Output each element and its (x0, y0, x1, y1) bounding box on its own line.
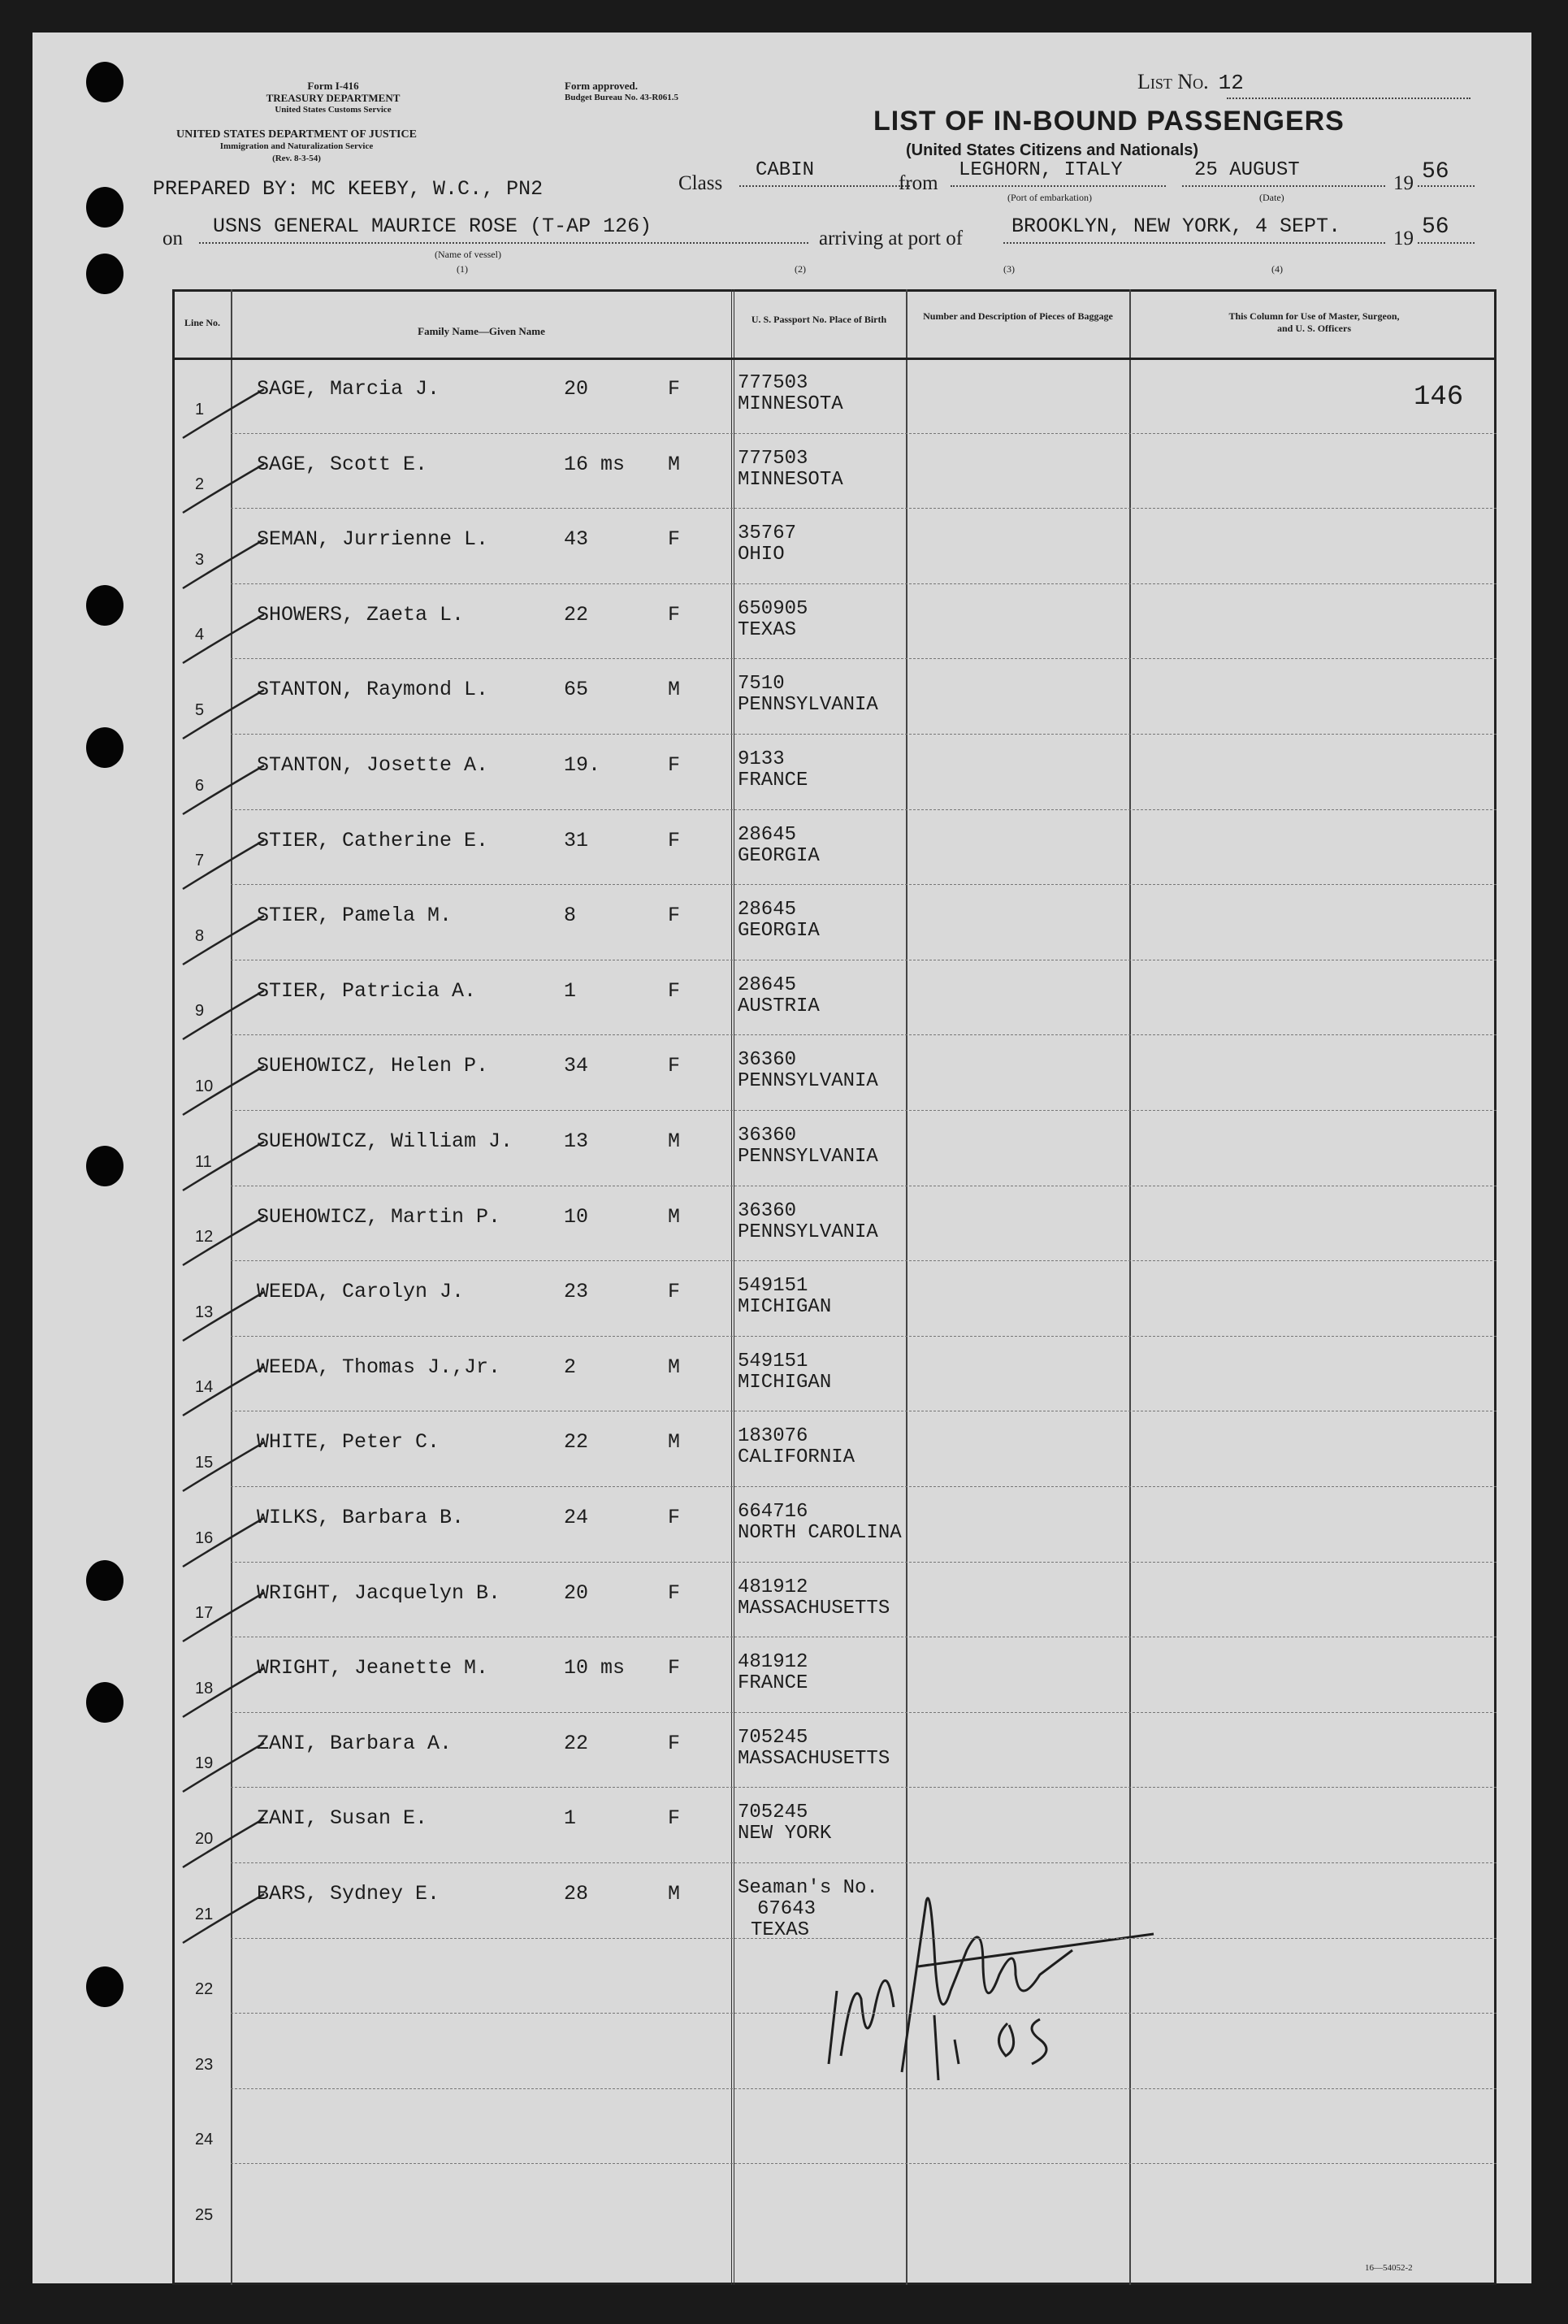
passport-number: 481912 (738, 1576, 808, 1598)
passenger-age: 20 (564, 377, 589, 401)
passenger-name: ZANI, Barbara A. (257, 1731, 453, 1755)
line-number: 24 (195, 2131, 214, 2149)
passenger-name: SUEHOWICZ, Helen P. (257, 1054, 489, 1078)
passenger-sex: M (668, 1355, 681, 1379)
line-number: 12 (195, 1228, 214, 1247)
line-number: 14 (195, 1378, 214, 1397)
passenger-age: 1 (564, 1806, 577, 1831)
line-number: 11 (195, 1152, 212, 1171)
passenger-age: 10 ms (564, 1656, 626, 1680)
place-of-birth: TEXAS (738, 618, 797, 641)
passport-number: 481912 (738, 1651, 808, 1674)
place-of-birth: TEXAS (751, 1919, 810, 1941)
passenger-sex: F (668, 1731, 681, 1755)
place-of-birth: PENNSYLVANIA (738, 1146, 878, 1168)
passenger-sex: F (668, 1806, 681, 1831)
year-arrival: 56 (1422, 215, 1449, 240)
place-of-birth: MICHIGAN (738, 1296, 832, 1319)
check-mark-icon (179, 839, 268, 895)
passenger-name: STANTON, Josette A. (257, 753, 489, 777)
passenger-sex: M (668, 1129, 681, 1153)
place-of-birth: MINNESOTA (738, 468, 843, 491)
punch-hole (86, 187, 123, 228)
passenger-name: SHOWERS, Zaeta L. (257, 602, 465, 627)
row-divider (231, 884, 1497, 885)
passenger-name: WRIGHT, Jacquelyn B. (257, 1580, 501, 1605)
place-of-birth: PENNSYLVANIA (738, 694, 878, 717)
row-divider (231, 658, 1497, 659)
place-of-birth: MINNESOTA (738, 393, 843, 415)
header-divider (172, 358, 1497, 360)
place-of-birth: AUSTRIA (738, 995, 820, 1017)
date-caption: (Date) (1259, 192, 1284, 203)
row-divider (231, 2013, 1497, 2014)
col-divider (731, 289, 734, 2285)
col-num-3: (3) (1003, 263, 1015, 275)
passport-number: 35767 (738, 522, 797, 545)
passenger-name: SUEHOWICZ, William J. (257, 1129, 513, 1153)
line-number: 16 (195, 1528, 214, 1547)
passenger-age: 43 (564, 527, 589, 552)
check-mark-icon (179, 1817, 268, 1874)
line-number: 1 (195, 400, 205, 418)
arrival-line (1003, 242, 1385, 244)
passenger-age: 28 (564, 1882, 589, 1906)
place-of-birth: PENNSYLVANIA (738, 1221, 878, 1243)
check-mark-icon (179, 1591, 268, 1648)
list-number-line (1227, 98, 1471, 99)
line-number: 21 (195, 1905, 214, 1923)
passenger-name: WRIGHT, Jeanette M. (257, 1656, 489, 1680)
passenger-sex: F (668, 1656, 681, 1680)
passenger-age: 1 (564, 978, 577, 1003)
line-number: 23 (195, 2055, 214, 2074)
line-number: 8 (195, 926, 205, 945)
passenger-sex: F (668, 527, 681, 552)
seaman-number: 67643 (757, 1898, 816, 1920)
class-line (739, 185, 910, 187)
passenger-age: 65 (564, 678, 589, 702)
check-mark-icon (179, 1893, 268, 1949)
row-divider (231, 583, 1497, 584)
passenger-sex: F (668, 377, 681, 401)
place-of-birth: MASSACHUSETTS (738, 1747, 890, 1770)
place-of-birth: MASSACHUSETTS (738, 1597, 890, 1619)
passenger-age: 19. (564, 753, 601, 777)
row-divider (231, 1110, 1497, 1111)
passenger-sex: F (668, 1054, 681, 1078)
prepared-by: PREPARED BY: MC KEEBY, W.C., PN2 (153, 177, 544, 201)
check-mark-icon (179, 1667, 268, 1723)
passenger-name: STIER, Pamela M. (257, 904, 453, 928)
row-divider (231, 809, 1497, 810)
passenger-sex: F (668, 904, 681, 928)
row-divider (231, 508, 1497, 509)
place-of-birth: MICHIGAN (738, 1371, 832, 1394)
passport-number: 183076 (738, 1425, 808, 1448)
row-divider (231, 2163, 1497, 2164)
place-of-birth: NORTH CAROLINA (738, 1522, 902, 1544)
passport-number: 705245 (738, 1802, 808, 1824)
port-embark-caption: (Port of embarkation) (1007, 192, 1092, 203)
header-passport: U. S. Passport No. Place of Birth (751, 314, 887, 325)
passenger-sex: M (668, 678, 681, 702)
place-of-birth: GEORGIA (738, 920, 820, 943)
arriving-label: arriving at port of (819, 228, 964, 249)
punch-hole (86, 1560, 123, 1601)
punch-hole (86, 727, 123, 768)
row-divider (231, 2088, 1497, 2089)
row-divider (231, 1787, 1497, 1788)
check-mark-icon (179, 538, 268, 595)
line-number: 4 (195, 626, 205, 644)
passenger-age: 22 (564, 1731, 589, 1755)
passenger-age: 2 (564, 1355, 577, 1379)
passenger-name: SAGE, Scott E. (257, 452, 428, 476)
passport-number: 36360 (738, 1199, 797, 1222)
passenger-name: SEMAN, Jurrienne L. (257, 527, 489, 552)
passenger-sex: F (668, 602, 681, 627)
passenger-age: 31 (564, 828, 589, 852)
passenger-sex: M (668, 452, 681, 476)
header-line-no: Line No. (184, 317, 220, 328)
row-divider (231, 1562, 1497, 1563)
passenger-age: 16 ms (564, 452, 626, 476)
place-of-birth: GEORGIA (738, 844, 820, 867)
passenger-sex: M (668, 1204, 681, 1229)
year-prefix-2: 19 (1393, 228, 1414, 249)
passenger-name: WHITE, Peter C. (257, 1430, 440, 1455)
vessel-caption: (Name of vessel) (435, 249, 501, 260)
page-subtitle: (United States Citizens and Nationals) (906, 141, 1199, 159)
place-of-birth: FRANCE (738, 770, 808, 791)
check-mark-icon (179, 1741, 268, 1798)
line-number: 10 (195, 1077, 214, 1095)
place-of-birth: OHIO (738, 544, 785, 566)
passport-number: 36360 (738, 1125, 797, 1147)
passenger-age: 8 (564, 904, 577, 928)
place-of-birth: PENNSYLVANIA (738, 1070, 878, 1093)
line-number: 13 (195, 1303, 214, 1321)
passenger-age: 10 (564, 1204, 589, 1229)
passport-number: 664716 (738, 1501, 808, 1523)
from-label: from (899, 172, 938, 194)
passport-number: 28645 (738, 823, 797, 846)
passenger-sex: F (668, 1580, 681, 1605)
check-mark-icon (179, 764, 268, 821)
port-of-arrival: BROOKLYN, NEW YORK, 4 SEPT. (1011, 215, 1341, 238)
check-mark-icon (179, 613, 268, 670)
on-label: on (162, 228, 183, 249)
passport-number: 36360 (738, 1049, 797, 1072)
header-baggage: Number and Description of Pieces of Baggage (923, 310, 1113, 322)
check-mark-icon (179, 1290, 268, 1347)
punch-hole (86, 254, 123, 294)
year-line (1418, 185, 1475, 187)
col-num-1: (1) (457, 263, 468, 275)
port-embark-line (951, 185, 1166, 187)
passenger-sex: F (668, 1280, 681, 1304)
place-of-birth: CALIFORNIA (738, 1446, 855, 1469)
year-line-2 (1418, 242, 1475, 244)
passport-number: 28645 (738, 899, 797, 921)
line-number: 2 (195, 475, 205, 494)
passenger-name: WEEDA, Thomas J.,Jr. (257, 1355, 501, 1379)
passenger-name: STANTON, Raymond L. (257, 678, 489, 702)
passenger-name: SAGE, Marcia J. (257, 377, 440, 401)
class-value: CABIN (756, 159, 815, 181)
passenger-age: 23 (564, 1280, 589, 1304)
check-mark-icon (179, 989, 268, 1046)
year-prefix: 19 (1393, 172, 1414, 194)
passenger-age: 20 (564, 1580, 589, 1605)
form-agency-block: Form I-416 TREASURY DEPARTMENT United States Customs Service (266, 80, 401, 115)
passenger-age: 13 (564, 1129, 589, 1153)
justice-block: UNITED STATES DEPARTMENT OF JUSTICE Immigration and Naturalization Service (Rev. 8-3-54) (176, 128, 417, 163)
check-mark-icon (179, 388, 268, 444)
list-number: List No. 12 (1137, 70, 1244, 95)
passenger-name: STIER, Catherine E. (257, 828, 489, 852)
place-of-birth: FRANCE (738, 1672, 808, 1695)
punch-hole (86, 1146, 123, 1186)
check-mark-icon (179, 462, 268, 519)
passenger-age: 22 (564, 1430, 589, 1455)
footer-code: 16—54052-2 (1365, 2263, 1413, 2273)
passenger-name: WEEDA, Carolyn J. (257, 1280, 465, 1304)
passport-number: Seaman's No. (738, 1877, 878, 1899)
passport-number: 650905 (738, 597, 808, 620)
line-number: 9 (195, 1002, 205, 1021)
line-number: 18 (195, 1679, 214, 1697)
check-mark-icon (179, 1516, 268, 1573)
line-number: 7 (195, 852, 205, 870)
col-num-2: (2) (795, 263, 806, 275)
header-officers: This Column for Use of Master, Surgeon, and U. S. Officers (1228, 310, 1400, 334)
passport-number: 549151 (738, 1350, 808, 1372)
year-embark: 56 (1422, 159, 1449, 184)
form-approval-block: Form approved. Budget Bureau No. 43-R061.5 (565, 80, 679, 102)
col-num-4: (4) (1271, 263, 1283, 275)
annotation-146: 146 (1414, 382, 1464, 413)
punch-hole (86, 1966, 123, 2007)
page-title: LIST OF IN-BOUND PASSENGERS (873, 106, 1345, 137)
line-number: 25 (195, 2206, 214, 2224)
check-mark-icon (179, 688, 268, 745)
line-number: 5 (195, 701, 205, 719)
passenger-age: 34 (564, 1054, 589, 1078)
date-line (1182, 185, 1385, 187)
line-number: 19 (195, 1754, 214, 1773)
row-divider (231, 1260, 1497, 1261)
line-number: 3 (195, 550, 205, 569)
row-divider (231, 1034, 1497, 1035)
embark-date: 25 AUGUST (1194, 159, 1300, 181)
check-mark-icon (179, 1064, 268, 1121)
check-mark-icon (179, 1215, 268, 1272)
class-label: Class (678, 172, 723, 194)
row-divider (231, 1938, 1497, 1939)
passenger-sex: F (668, 753, 681, 777)
passenger-name: ZANI, Susan E. (257, 1806, 428, 1831)
punch-hole (86, 585, 123, 626)
document-page (32, 33, 1531, 2283)
passport-number: 549151 (738, 1275, 808, 1298)
port-of-embarkation: LEGHORN, ITALY (959, 159, 1123, 181)
vessel-name: USNS GENERAL MAURICE ROSE (T-AP 126) (213, 215, 652, 238)
passport-number: 777503 (738, 372, 808, 394)
line-number: 15 (195, 1454, 214, 1472)
passport-number: 9133 (738, 748, 785, 770)
row-divider (231, 1486, 1497, 1487)
passenger-sex: F (668, 978, 681, 1003)
passenger-sex: M (668, 1430, 681, 1455)
row-divider (231, 1336, 1497, 1337)
line-number: 6 (195, 776, 205, 795)
line-number: 17 (195, 1604, 214, 1623)
punch-hole (86, 62, 123, 102)
passenger-age: 22 (564, 602, 589, 627)
passenger-name: SUEHOWICZ, Martin P. (257, 1204, 501, 1229)
line-number: 22 (195, 1980, 214, 1999)
row-divider (231, 734, 1497, 735)
passenger-name: BARS, Sydney E. (257, 1882, 440, 1906)
punch-hole (86, 1682, 123, 1723)
row-divider (231, 433, 1497, 434)
passenger-age: 24 (564, 1506, 589, 1529)
passenger-name: STIER, Patricia A. (257, 978, 477, 1003)
check-mark-icon (179, 914, 268, 971)
passenger-sex: F (668, 1506, 681, 1529)
row-divider (231, 1712, 1497, 1713)
vessel-line (199, 242, 808, 244)
passport-number: 705245 (738, 1726, 808, 1749)
passport-number: 28645 (738, 973, 797, 996)
check-mark-icon (179, 1140, 268, 1197)
passport-number: 7510 (738, 673, 785, 696)
passport-number: 777503 (738, 447, 808, 470)
line-number: 20 (195, 1830, 214, 1848)
passenger-sex: M (668, 1882, 681, 1906)
check-mark-icon (179, 1441, 268, 1498)
row-divider (231, 1862, 1497, 1863)
place-of-birth: NEW YORK (738, 1823, 832, 1845)
header-name: Family Name—Given Name (418, 325, 545, 337)
passenger-name: WILKS, Barbara B. (257, 1506, 465, 1529)
passenger-sex: F (668, 828, 681, 852)
check-mark-icon (179, 1365, 268, 1422)
